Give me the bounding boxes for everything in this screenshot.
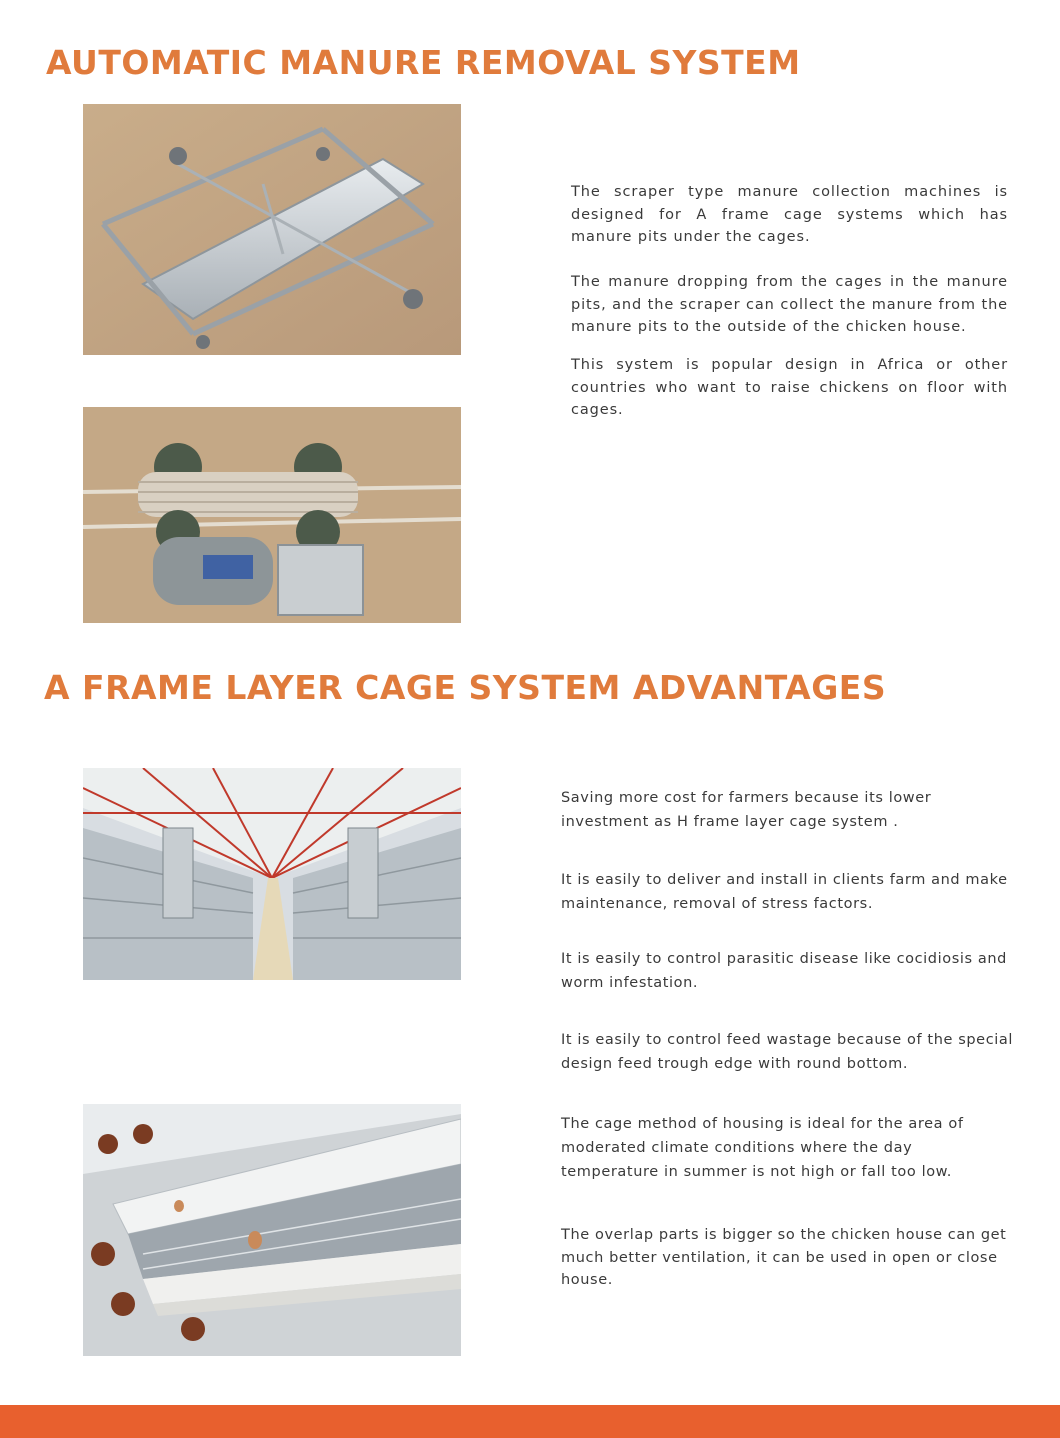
section-title-advantages: A FRAME LAYER CAGE SYSTEM ADVANTAGES bbox=[44, 668, 887, 707]
scraper-winch-motor-photo bbox=[83, 407, 461, 623]
footer-bar bbox=[0, 1405, 1060, 1438]
advantage-item: It is easily to deliver and install in clients farm and make maintenance, removal of stress factors. bbox=[561, 872, 1008, 912]
advantage-item: The cage method of housing is ideal for the area of moderated climate conditions where the day temperature in summer is not high or fall too low. bbox=[561, 1116, 964, 1180]
advantage-item: The overlap parts is bigger so the chicken house can get much better ventilation, it can be used in open or close house. bbox=[561, 1227, 1007, 1288]
feed-trough-egg-tray-photo bbox=[83, 1104, 461, 1356]
manure-paragraph: The scraper type manure collection machines is designed for A frame cage systems which has manure pits under the cages. bbox=[571, 184, 1008, 245]
manure-paragraph: The manure dropping from the cages in the manure pits, and the scraper can collect the manure from the manure pits to the outside of the chicken house. bbox=[571, 274, 1008, 335]
advantage-item: Saving more cost for farmers because its lower investment as H frame layer cage system . bbox=[561, 790, 932, 830]
cage-house-interior-photo bbox=[83, 768, 461, 980]
advantage-item: It is easily to control parasitic disease like cocidiosis and worm infestation. bbox=[561, 951, 1007, 991]
advantage-item: It is easily to control feed wastage because of the special design feed trough edge with round bottom. bbox=[561, 1032, 1014, 1072]
section-title-manure-removal: AUTOMATIC MANURE REMOVAL SYSTEM bbox=[46, 43, 801, 82]
manure-paragraph: This system is popular design in Africa or other countries who want to raise chickens on floor with cages. bbox=[571, 357, 1008, 418]
scraper-frame-photo bbox=[83, 104, 461, 355]
